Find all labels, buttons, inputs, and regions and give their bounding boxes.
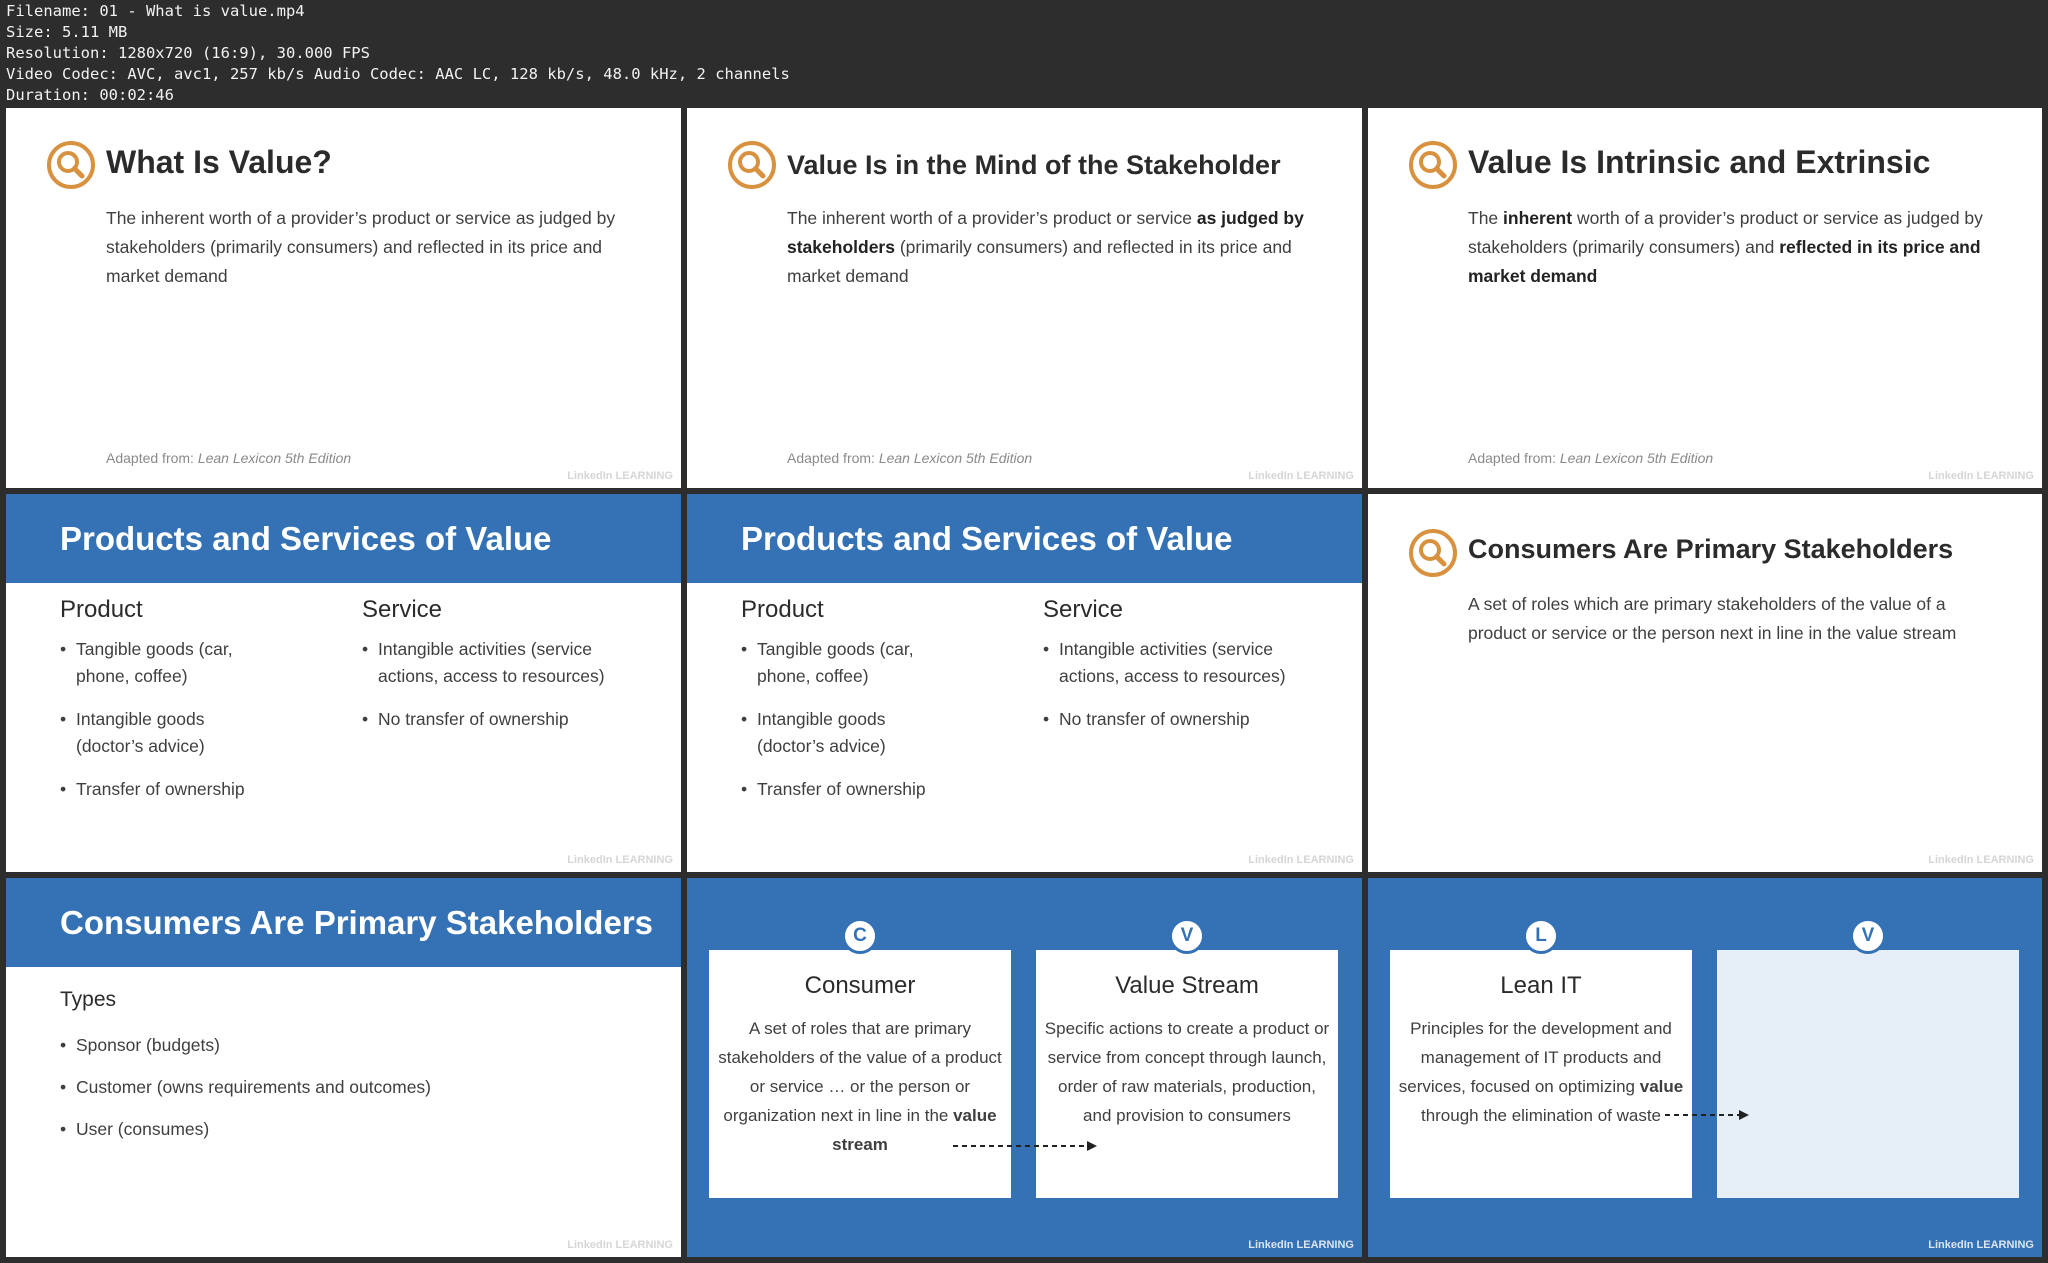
product-heading: Product <box>741 596 824 623</box>
type-bullet: • User (consumes) <box>60 1116 576 1143</box>
definition-text: The inherent worth of a provider’s product or service as judged by stakeholders (primarily consumers) and reflected in its price and market demand <box>1468 208 1983 286</box>
slide-title: What Is Value? <box>106 144 332 180</box>
resolution-text: Resolution: 1280x720 (16:9), 30.000 FPS <box>6 44 370 62</box>
duration-text: Duration: 00:02:46 <box>6 86 174 104</box>
thumbnail-slide-3[interactable] <box>1368 108 2042 488</box>
linkedin-learning-logo: LinkedIn LEARNING <box>1928 1239 2034 1251</box>
slide-title: Value Is in the Mind of the Stakeholder <box>787 150 1281 180</box>
definition-text: The inherent worth of a provider’s product or service as judged by stakeholders (primarily consumers) and reflected in its price and market demand <box>106 208 616 286</box>
card-text: Specific actions to create a product or service from concept through launch, order of raw materials, production, and provision to consumers <box>1044 1019 1330 1125</box>
thumbnail-slide-1[interactable] <box>6 108 681 488</box>
linkedin-learning-logo: LinkedIn LEARNING <box>1928 470 2034 482</box>
card-title: Value Stream <box>1115 972 1259 999</box>
magnifier-icon <box>46 140 96 190</box>
linkedin-learning-logo: LinkedIn LEARNING <box>1248 470 1354 482</box>
dashed-arrow-icon <box>951 1139 1101 1153</box>
type-bullet: • Sponsor (budgets) <box>60 1032 576 1059</box>
product-bullet: • Intangible goods (doctor’s advice) <box>741 706 937 760</box>
service-bullet: • Intangible activities (service actions, access to resources) <box>362 636 618 690</box>
product-bullet: • Intangible goods (doctor’s advice) <box>60 706 256 760</box>
service-bullet: • Intangible activities (service actions, access to resources) <box>1043 636 1299 690</box>
slide-title: Consumers Are Primary Stakeholders <box>60 904 654 941</box>
thumbnail-slide-7[interactable] <box>6 878 681 1257</box>
thumbnail-slide-8[interactable] <box>687 878 1362 1257</box>
type-bullet: • Customer (owns requirements and outcomes) <box>60 1074 576 1101</box>
video-file-info <box>6 1 790 106</box>
thumbnail-slide-9[interactable] <box>1368 878 2042 1257</box>
card-title: Consumer <box>804 972 916 999</box>
definition-text: The inherent worth of a provider’s product or service as judged by stakeholders (primarily consumers) and reflected in its price and market demand <box>787 208 1304 286</box>
linkedin-learning-logo: LinkedIn LEARNING <box>1928 854 2034 866</box>
thumbnail-slide-4[interactable] <box>6 494 681 872</box>
magnifier-icon <box>727 140 777 190</box>
size-text: Size: 5.11 MB <box>6 23 128 41</box>
filename-text: Filename: 01 - What is value.mp4 <box>6 2 305 20</box>
consumer-badge-icon: C <box>842 918 878 954</box>
magnifier-icon <box>1408 140 1458 190</box>
card-text: A set of roles that are primary stakeholders of the value of a product or service … or the person or organization next in line in the value stream <box>718 1019 1002 1154</box>
slide-title: Consumers Are Primary Stakeholders <box>1468 534 1954 564</box>
product-bullet: • Tangible goods (car, phone, coffee) <box>741 636 937 690</box>
definition-text: A set of roles which are primary stakeholders of the value of a product or service or the person next in line in the value stream <box>1468 594 1957 643</box>
attribution: Adapted from: Lean Lexicon 5th Edition <box>1468 450 1714 466</box>
linkedin-learning-logo: LinkedIn LEARNING <box>1248 1239 1354 1251</box>
product-bullet: • Transfer of ownership <box>741 776 1017 803</box>
service-heading: Service <box>362 596 443 623</box>
linkedin-learning-logo: LinkedIn LEARNING <box>1248 854 1354 866</box>
magnifier-icon <box>1408 528 1458 578</box>
product-bullet: • Transfer of ownership <box>60 776 336 803</box>
thumbnail-slide-5[interactable] <box>687 494 1362 872</box>
linkedin-learning-logo: LinkedIn LEARNING <box>567 1239 673 1251</box>
service-bullet: • No transfer of ownership <box>362 706 638 733</box>
dashed-arrow-icon <box>1663 1108 1753 1122</box>
thumbnail-slide-2[interactable] <box>687 108 1362 488</box>
types-heading: Types <box>60 988 117 1011</box>
linkedin-learning-logo: LinkedIn LEARNING <box>567 470 673 482</box>
attribution: Adapted from: Lean Lexicon 5th Edition <box>787 450 1033 466</box>
value-stream-badge-icon: V <box>1169 918 1205 954</box>
value-placeholder-card <box>1717 950 2019 1198</box>
lean-it-badge-icon: L <box>1523 918 1559 954</box>
slide-title: Value Is Intrinsic and Extrinsic <box>1468 144 1931 180</box>
linkedin-learning-logo: LinkedIn LEARNING <box>567 854 673 866</box>
value-badge-icon: V <box>1850 918 1886 954</box>
value-stream-card <box>1036 950 1338 1198</box>
slide-title: Products and Services of Value <box>60 520 552 557</box>
product-heading: Product <box>60 596 143 623</box>
card-text: Principles for the development and management of IT products and services, focused on optimizing value through the elimination of waste <box>1398 1019 1684 1125</box>
lean-it-card <box>1390 950 1692 1198</box>
consumer-card <box>709 950 1011 1198</box>
card-title: Lean IT <box>1500 972 1582 999</box>
service-bullet: • No transfer of ownership <box>1043 706 1319 733</box>
product-bullet: • Tangible goods (car, phone, coffee) <box>60 636 256 690</box>
attribution: Adapted from: Lean Lexicon 5th Edition <box>106 450 352 466</box>
thumbnail-slide-6[interactable] <box>1368 494 2042 872</box>
codec-text: Video Codec: AVC, avc1, 257 kb/s Audio Codec: AAC LC, 128 kb/s, 48.0 kHz, 2 channels <box>6 65 790 83</box>
slide-title: Products and Services of Value <box>741 520 1233 557</box>
service-heading: Service <box>1043 596 1124 623</box>
